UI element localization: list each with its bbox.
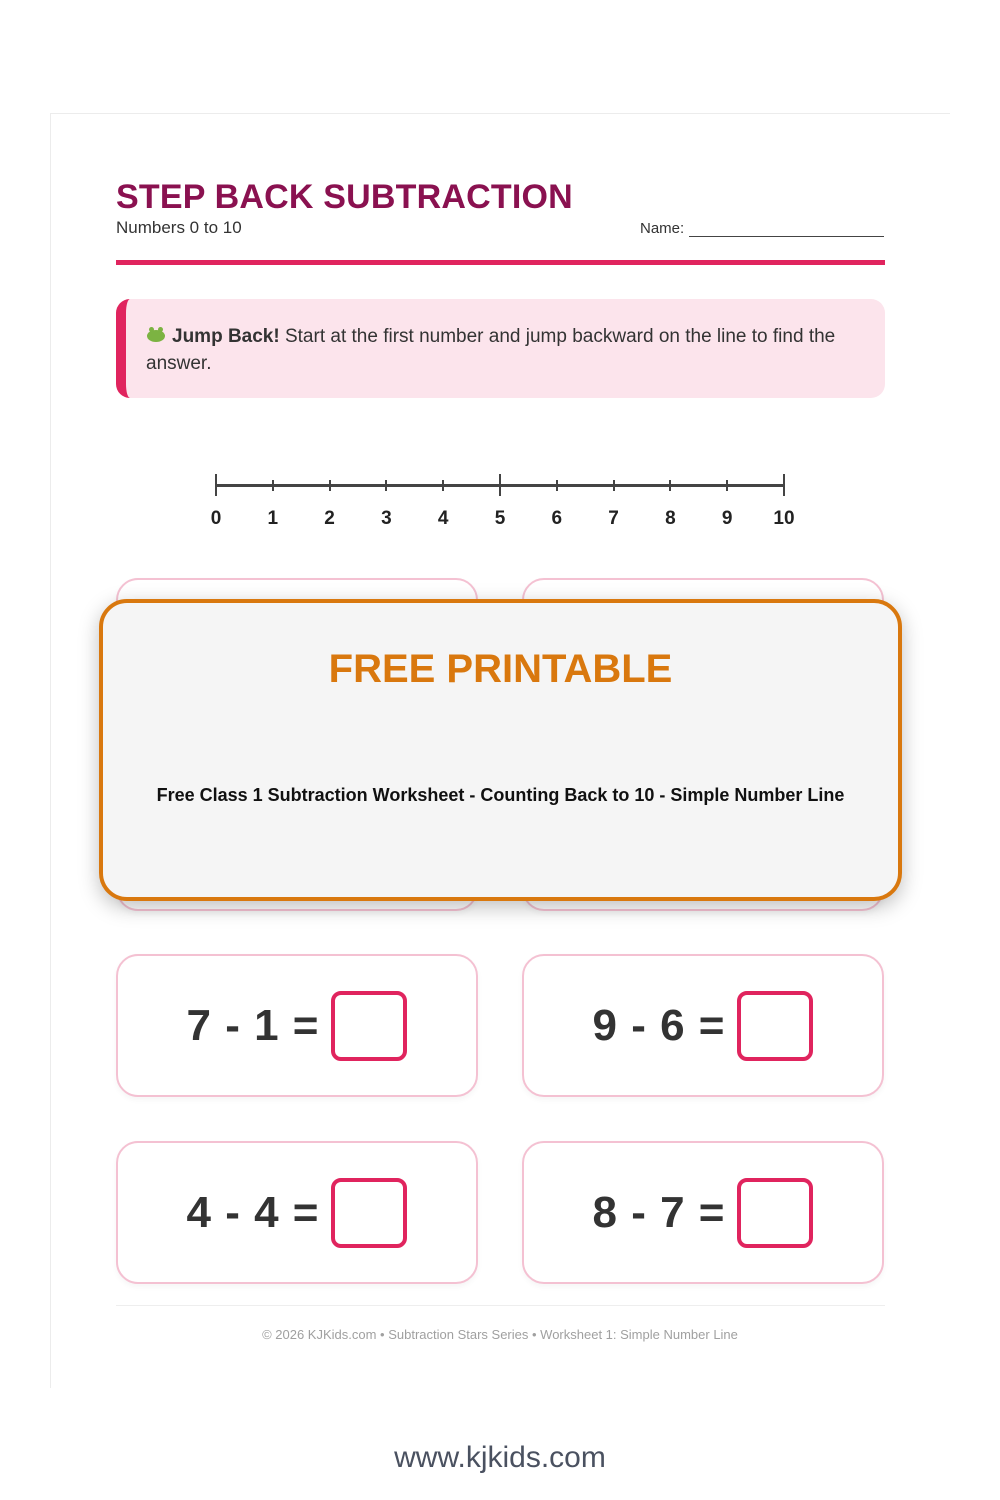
problem-equation: 4 - 4 = bbox=[186, 1187, 320, 1237]
problem-card bbox=[522, 954, 884, 1097]
number-line-label: 0 bbox=[210, 508, 222, 529]
problem-card bbox=[116, 954, 478, 1097]
number-line-tick bbox=[669, 480, 671, 491]
number-line-tick bbox=[556, 480, 558, 491]
number-line-label: 8 bbox=[665, 508, 676, 529]
number-line-label: 7 bbox=[608, 508, 619, 529]
answer-box[interactable] bbox=[737, 1178, 813, 1248]
number-line-tick bbox=[272, 480, 274, 491]
instruction-callout bbox=[116, 299, 885, 398]
worksheet-title: STEP BACK SUBTRACTION bbox=[116, 178, 573, 216]
promo-description: Free Class 1 Subtraction Worksheet - Counting Back to 10 - Simple Number Line bbox=[156, 785, 845, 805]
problem-equation: 9 - 6 = bbox=[592, 1000, 726, 1050]
number-line-tick bbox=[442, 480, 444, 491]
problem-card bbox=[522, 1141, 884, 1284]
name-field[interactable] bbox=[640, 220, 884, 237]
number-line-label: 1 bbox=[267, 508, 279, 529]
number-line-tick bbox=[499, 474, 501, 496]
promo-title: FREE PRINTABLE bbox=[328, 647, 673, 691]
footer-divider bbox=[116, 1305, 885, 1306]
problem-equation: 7 - 1 = bbox=[186, 1000, 320, 1050]
number-line-label: 3 bbox=[381, 508, 392, 529]
frog-icon bbox=[146, 327, 166, 343]
free-printable-banner bbox=[99, 599, 902, 901]
number-line bbox=[200, 465, 800, 535]
number-line-label: 9 bbox=[721, 508, 733, 529]
worksheet-subtitle: Numbers 0 to 10 bbox=[116, 218, 242, 237]
site-url-link[interactable]: www.kjkids.com bbox=[394, 1441, 606, 1474]
number-line-label: 2 bbox=[324, 508, 335, 529]
name-blank-line[interactable] bbox=[689, 223, 884, 237]
header-divider bbox=[116, 260, 885, 265]
footer-copyright: © 2026 KJKids.com • Subtraction Stars Series • Worksheet 1: Simple Number Line bbox=[262, 1327, 738, 1342]
answer-box[interactable] bbox=[331, 991, 407, 1061]
number-line-tick bbox=[613, 480, 615, 491]
problem-equation: 8 - 7 = bbox=[592, 1187, 726, 1237]
instruction-text: Start at the first number and jump backward on the line to find the answer. bbox=[146, 326, 836, 374]
instruction-heading: Jump Back! bbox=[172, 326, 280, 347]
name-label: Name: bbox=[640, 220, 685, 237]
number-line-label: 6 bbox=[551, 508, 563, 529]
number-line-tick bbox=[783, 474, 785, 496]
number-line-tick bbox=[726, 480, 728, 491]
number-line-tick bbox=[385, 480, 387, 491]
answer-box[interactable] bbox=[737, 991, 813, 1061]
number-line-label: 5 bbox=[494, 508, 506, 529]
number-line-tick bbox=[215, 474, 217, 496]
answer-box[interactable] bbox=[331, 1178, 407, 1248]
problem-card bbox=[116, 1141, 478, 1284]
number-line-label: 10 bbox=[773, 508, 795, 529]
number-line-label: 4 bbox=[437, 508, 449, 529]
number-line-tick bbox=[329, 480, 331, 491]
